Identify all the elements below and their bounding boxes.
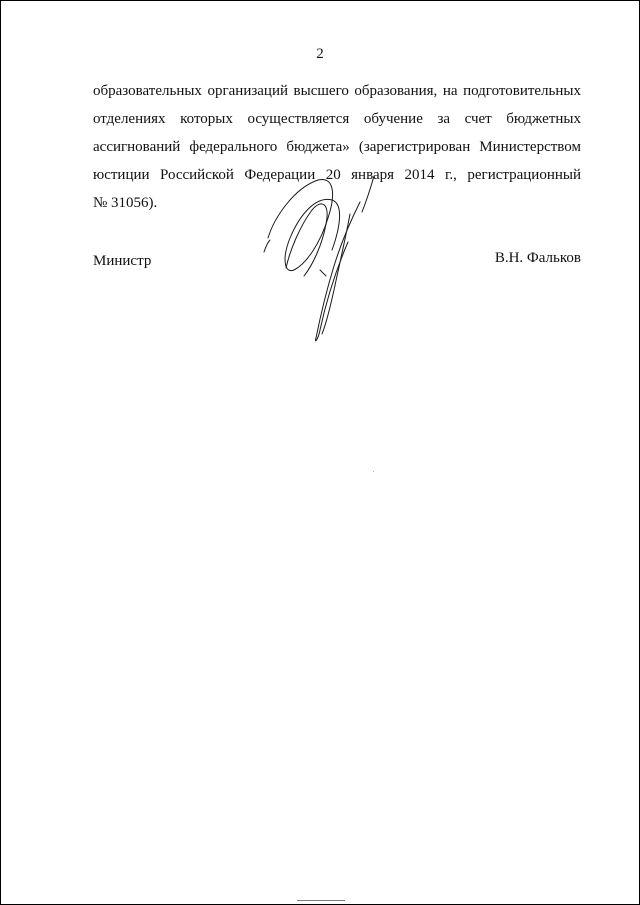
signature-stroke bbox=[268, 179, 340, 270]
signature-stroke bbox=[264, 240, 270, 252]
scan-speck bbox=[373, 471, 374, 472]
page-number: 2 bbox=[316, 46, 324, 62]
signature-stroke bbox=[362, 176, 374, 212]
handwritten-signature bbox=[256, 166, 386, 351]
signature-stroke bbox=[320, 270, 326, 276]
signature-stroke bbox=[286, 204, 327, 276]
body-line: образовательных организаций высшего образования, на подготовительных bbox=[93, 83, 581, 99]
signatory-name: В.Н. Фальков bbox=[494, 250, 581, 266]
body-line: юстиции Российской Федерации 20 января 2014 г., регистрационный bbox=[93, 167, 581, 183]
signatory-title: Министр bbox=[93, 253, 152, 269]
scan-edge-mark bbox=[297, 900, 345, 904]
body-line: № 31056). bbox=[93, 195, 158, 211]
body-line: отделениях которых осуществляется обучение за счет бюджетных bbox=[93, 111, 581, 127]
body-line: ассигнований федерального бюджета» (зарегистрирован Министерством bbox=[93, 139, 581, 155]
